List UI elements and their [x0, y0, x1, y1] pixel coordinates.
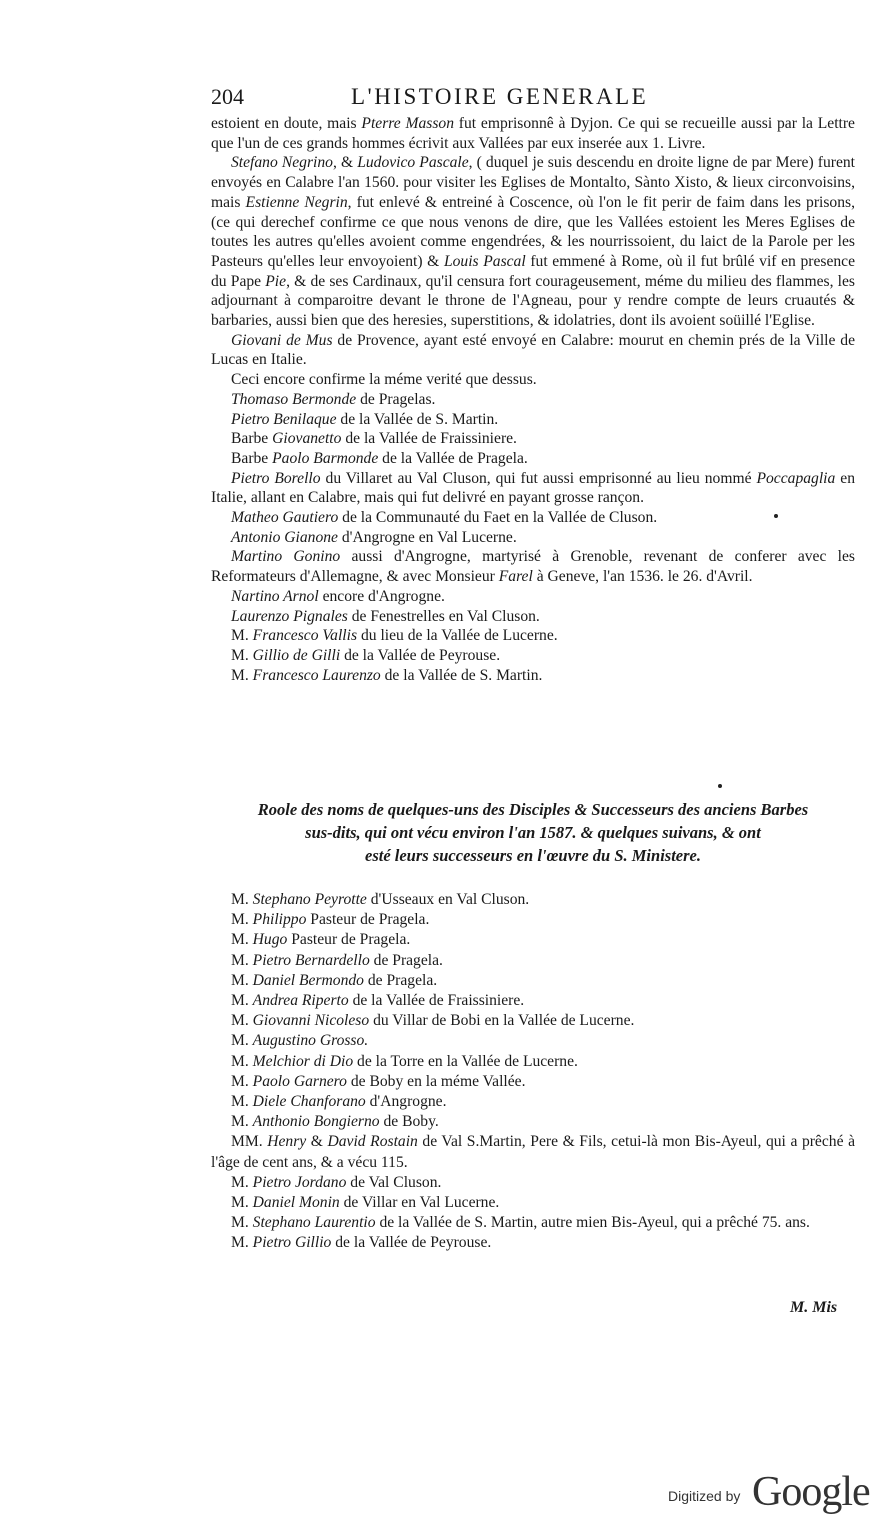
list-item-rostain: MM. Henry & David Rostain de Val S.Martin, Pere & Fils, cetui-là mon Bis-Ayeul, qui a prêché à l'âge de cent ans, & a vécu 115.	[211, 1133, 855, 1171]
list-item: M. Pietro Bernardello de Pragela.	[231, 951, 443, 969]
list-item: Laurenzo Pignales de Fenestrelles en Val Cluson.	[231, 607, 540, 625]
list-item: M. Melchior di Dio de la Torre en la Vallée de Lucerne.	[231, 1052, 578, 1070]
paragraph-confirm: Ceci encore confirme la méme verité que dessus.	[231, 371, 537, 389]
ink-speck	[774, 514, 778, 518]
list-item: Barbe Paolo Barmonde de la Vallée de Pragela.	[231, 449, 528, 467]
paragraph-negrino: Stefano Negrino, & Ludovico Pascale, ( duquel je suis descendu en droite ligne de par Mere) furent envoyés en Calabre l'an 1560. pour visiter les Eglises de Montalto, Sànto Xisto, & lieux circonvoisins, mais Estienne Negrin, fut enlevé & entreiné à Coscence, où l'on le fit perir de faim dans les prisons, (ce qui derechef confirme ce que nous venons de dire, que les Vallées estoient les Meres Eglises de toutes les autres qu'elles avoient comme engendrées, & les nourrissoient, du laict de la Parole per les Pasteurs qu'elles leur envoyoient) & Louis Pascal fut emmené à Rome, où il fut brûlé vif en presence du Pape Pie, & de ses Cardinaux, qu'il censura fort courageusement, méme du milieu des flammes, les adjournant à comparoitre devant le throne de l'Agneau, pour y rendre compte de leurs cruautés & barbaries, aussi bien que des heresies, superstitions, & idolatries, dont ils avoient soüillé l'Eglise.	[211, 154, 856, 330]
section-heading: Roole des noms de quelques-uns des Disciples & Successeurs des anciens Barbes sus-dits, qui ont vécu environ l'an 1587. & quelques suivans, & ont esté leurs successeurs en l'œuvre du S. Ministere.	[257, 800, 809, 865]
list-item: M. Francesco Laurenzo de la Vallée de S. Martin.	[231, 666, 543, 684]
list-item: M. Augustino Grosso.	[231, 1032, 369, 1050]
catchword: M. Mis	[790, 1299, 838, 1316]
page-number: 204	[211, 84, 244, 109]
list-item: M. Andrea Riperto de la Vallée de Fraissiniere.	[231, 992, 525, 1010]
paragraph-1: estoient en doute, mais Pterre Masson fut emprisonnê à Dyjon. Ce qui se recueille aussi par la Lettre que l'un de ces grands hommes écrivit aux Vallées par eux inserée aux 1. Livre.	[211, 115, 855, 152]
disciples-list	[211, 890, 855, 1254]
list-item: M. Francesco Vallis du lieu de la Vallée de Lucerne.	[231, 627, 558, 645]
ink-speck	[718, 784, 722, 788]
page-header	[211, 84, 851, 112]
list-item: Nartino Arnol encore d'Angrogne.	[231, 587, 445, 605]
list-item: M. Daniel Bermondo de Pragela.	[231, 971, 438, 989]
list-item: M. Pietro Gillio de la Vallée de Peyrouse.	[231, 1234, 492, 1252]
list-item: Pietro Benilaque de la Vallée de S. Martin.	[231, 410, 499, 428]
paragraph-mus: Giovani de Mus de Provence, ayant esté envoyé en Calabre: mourut en chemin prés de la Ville de Lucas en Italie.	[211, 331, 856, 369]
list-item: Antonio Gianone d'Angrogne en Val Lucerne.	[231, 528, 517, 546]
list-item: Matheo Gautiero de la Communauté du Faet en la Vallée de Cluson.	[231, 509, 658, 527]
paragraph-borello: Pietro Borello du Villaret au Val Cluson, qui fut aussi emprisonné au lieu nommé Poccapaglia en Italie, allant en Calabre, mais qui fut delivré en payant grosse rançon.	[211, 469, 855, 507]
list-item-laurentio: M. Stephano Laurentio de la Vallée de S. Martin, autre mien Bis-Ayeul, qui a prêché 75. ans.	[231, 1214, 810, 1232]
list-item: M. Paolo Garnero de Boby en la méme Vallée.	[231, 1072, 526, 1090]
list-item: M. Giovanni Nicoleso du Villar de Bobi en la Vallée de Lucerne.	[231, 1012, 635, 1030]
list-item: Thomaso Bermonde de Pragelas.	[231, 390, 436, 408]
google-logo: Google	[752, 1469, 870, 1515]
list-item: M. Gillio de Gilli de la Vallée de Peyrouse.	[231, 646, 501, 664]
list-item: Barbe Giovanetto de la Vallée de Fraissiniere.	[231, 430, 517, 448]
digitized-label: Digitized by	[668, 1488, 741, 1504]
paragraph-gonino: Martino Gonino aussi d'Angrogne, martyrisé à Grenoble, revenant de conferer avec les Reformateurs d'Allemagne, & avec Monsieur Farel à Geneve, l'an 1536. le 26. d'Avril.	[211, 548, 856, 586]
list-item: M. Daniel Monin de Villar en Val Lucerne.	[231, 1194, 500, 1212]
list-item: M. Philippo Pasteur de Pragela.	[231, 911, 430, 929]
list-item: M. Diele Chanforano d'Angrogne.	[231, 1093, 447, 1111]
main-text	[211, 114, 855, 685]
list-item: M. Pietro Jordano de Val Cluson.	[231, 1173, 442, 1191]
running-title: L'HISTOIRE GENERALE	[351, 84, 649, 109]
list-item: M. Stephano Peyrotte d'Usseaux en Val Cluson.	[231, 891, 530, 908]
list-item: M. Anthonio Bongierno de Boby.	[231, 1113, 439, 1131]
list-item: M. Hugo Pasteur de Pragela.	[231, 931, 411, 949]
